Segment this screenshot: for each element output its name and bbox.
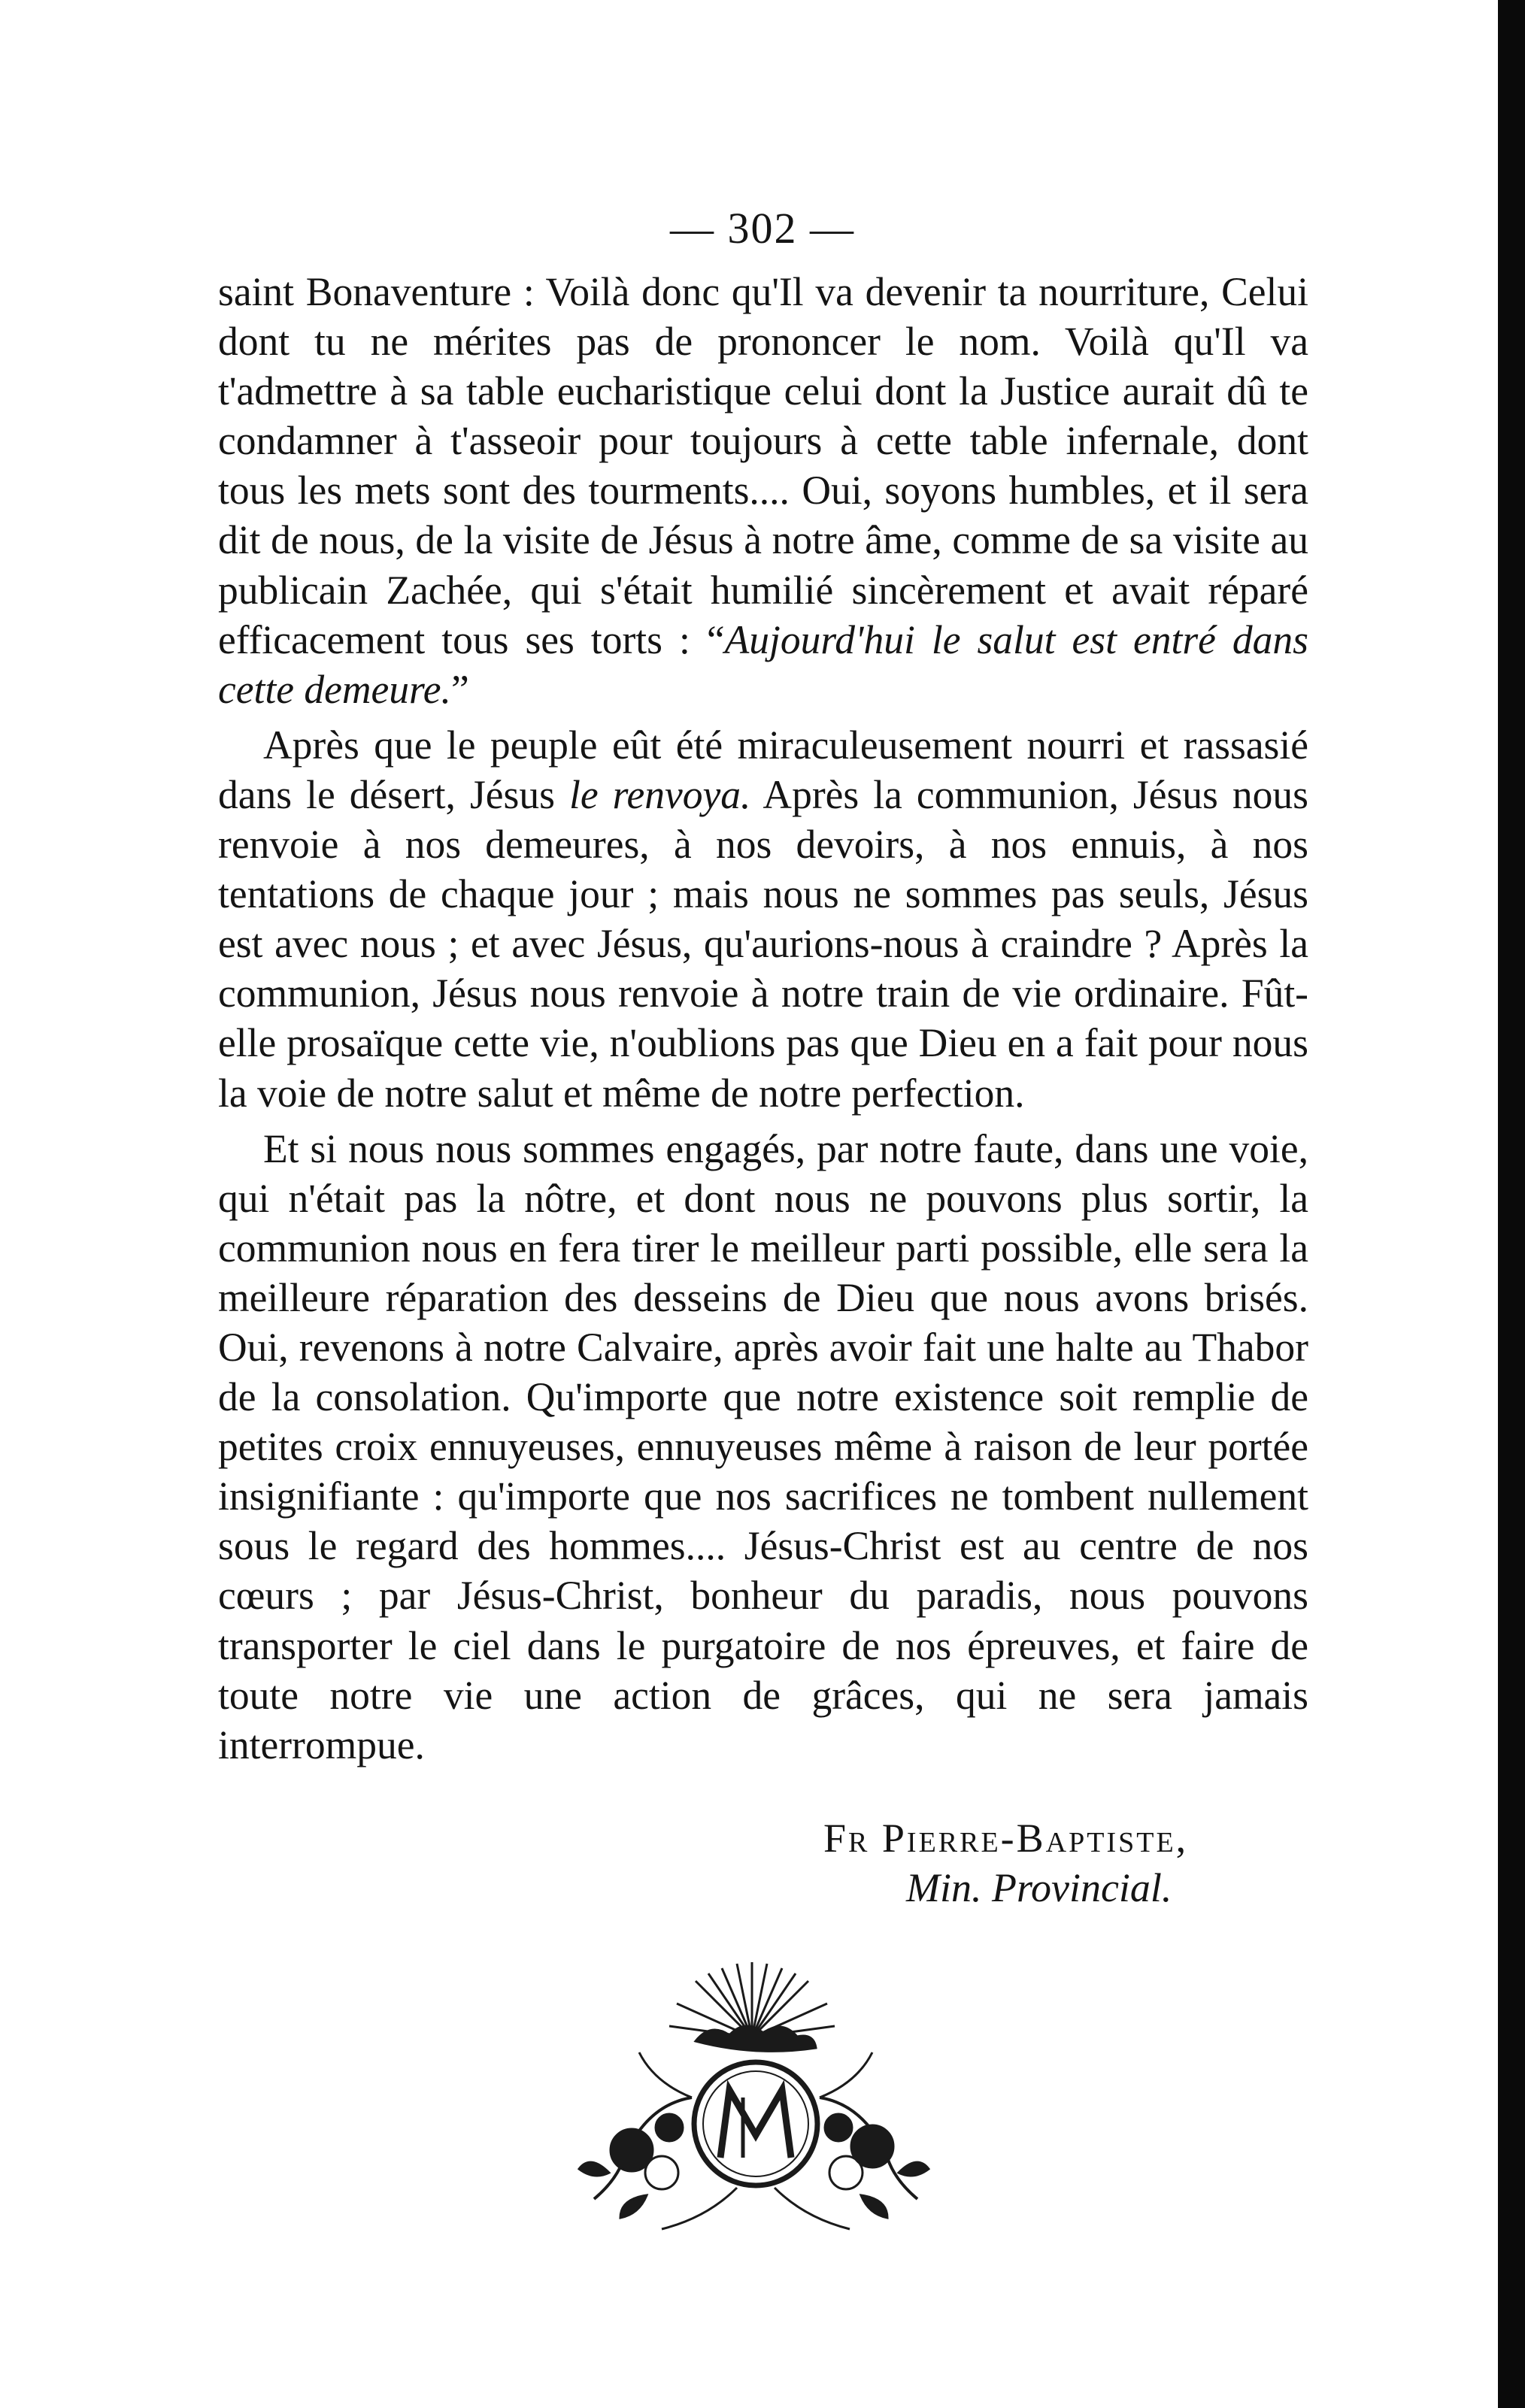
paragraph-1-quote: Aujourd'hui le salut est entré dans cette demeure. — [218, 616, 1308, 712]
paragraph-1-quote-close: ” — [450, 666, 469, 712]
paragraph-2 — [218, 720, 1308, 1118]
paragraph-2-emphasis: le renvoya. — [568, 771, 751, 817]
paragraph-1 — [218, 267, 1308, 714]
signature-name: Fr Pierre-Baptiste, — [823, 1816, 1189, 1861]
page-edge-shadow — [1498, 0, 1525, 2408]
page-number: — 302 — — [670, 204, 855, 253]
marian-monogram-icon — [549, 1947, 955, 2278]
body-text — [218, 267, 1308, 1770]
paragraph-2-text: Après que le peuple eût été miraculeusement nourri et rassasié dans le désert, Jésus — [218, 722, 1308, 817]
signature — [823, 1813, 1320, 1913]
paragraph-1-text: saint Bonaventure : Voilà donc qu'Il va devenir ta nourriture, Celui dont tu ne mérites pas de prononcer le nom. Voilà qu'Il va t'admettre à sa table eucharistique celui dont la Justice aurait dû te condamner à t'asseoir pour toujours à cette table infernale, dont tous les mets sont des tourments.... Oui, soyons humbles, et il sera dit de nous, de la visite de Jésus à notre âme, comme de sa visite au publicain Zachée, qui s'était humilié sincèrement et avait réparé efficacement tous ses torts : “ — [218, 269, 1308, 662]
paragraph-3: Et si nous nous sommes engagés, par notre faute, dans une voie, qui n'était pas la nôtre, et dont nous ne pouvons plus sortir, la communion nous en fera tirer le meilleur parti possible, elle sera la meilleure réparation des desseins de Dieu que nous avons brisés. Oui, revenons à notre Calvaire, après avoir fait une halte au Thabor de la consolation. Qu'importe que notre existence soit remplie de petites croix ennuyeuses, ennuyeuses même à raison de leur portée insignifiante : qu'importe que nos sacrifices ne tombent nullement sous le regard des hommes.... Jésus-Christ est au centre de nos cœurs ; par Jésus-Christ, bonheur du paradis, nous pouvons transporter le ciel dans le purgatoire de nos épreuves, et faire de toute notre vie une action de grâces, qui ne sera jamais interrompue. — [218, 1125, 1308, 1767]
signature-title: Min. Provincial. — [906, 1865, 1172, 1910]
paragraph-2-rest: Après la communion, Jésus nous renvoie à nos demeures, à nos devoirs, à nos ennuis, à nos tentations de chaque jour ; mais nous ne sommes pas seuls, Jésus est avec nous ; et avec Jésus, qu'aurions-nous à craindre ? Après la communion, Jésus nous renvoie à notre train de vie ordinaire. Fût-elle prosaïque cette vie, n'oublions pas que Dieu en a fait pour nous la voie de notre salut et même de notre perfection. — [218, 771, 1309, 1116]
